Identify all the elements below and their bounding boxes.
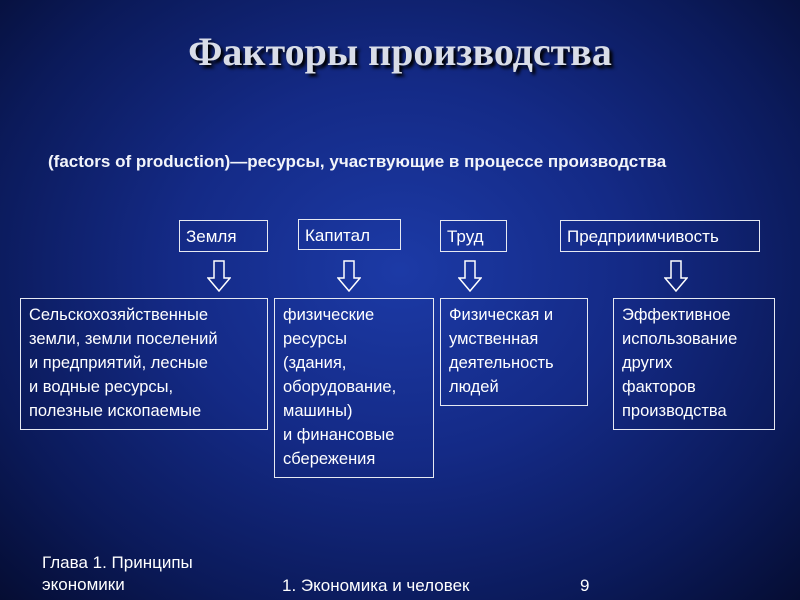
factor-description-entrepreneurship: Эффективное использование других факторов производства	[613, 298, 775, 430]
down-arrow-icon	[664, 260, 688, 292]
slide-title: Факторы производства	[188, 29, 612, 74]
down-arrow-icon	[207, 260, 231, 292]
footer-section: 1. Экономика и человек	[282, 576, 470, 595]
factor-label-entrepreneurship: Предприимчивость	[560, 220, 760, 252]
factor-description-labor: Физическая и умственная деятельность людей	[440, 298, 588, 406]
footer-page-number: 9	[580, 576, 590, 595]
slide-subtitle: (factors of production)—ресурсы, участвующие в процессе производства	[48, 152, 667, 171]
factor-description-land: Сельскохозяйственные земли, земли поселений и предприятий, лесные и водные ресурсы, полезные ископаемые	[20, 298, 268, 430]
down-arrow-icon	[337, 260, 361, 292]
factor-label-labor: Труд	[440, 220, 507, 252]
factor-label-land: Земля	[179, 220, 268, 252]
down-arrow-icon	[458, 260, 482, 292]
footer-chapter: Глава 1. Принципы экономики	[42, 553, 193, 594]
factor-label-capital: Капитал	[298, 219, 401, 250]
factor-description-capital: физические ресурсы (здания, оборудование, машины) и финансовые сбережения	[274, 298, 434, 478]
